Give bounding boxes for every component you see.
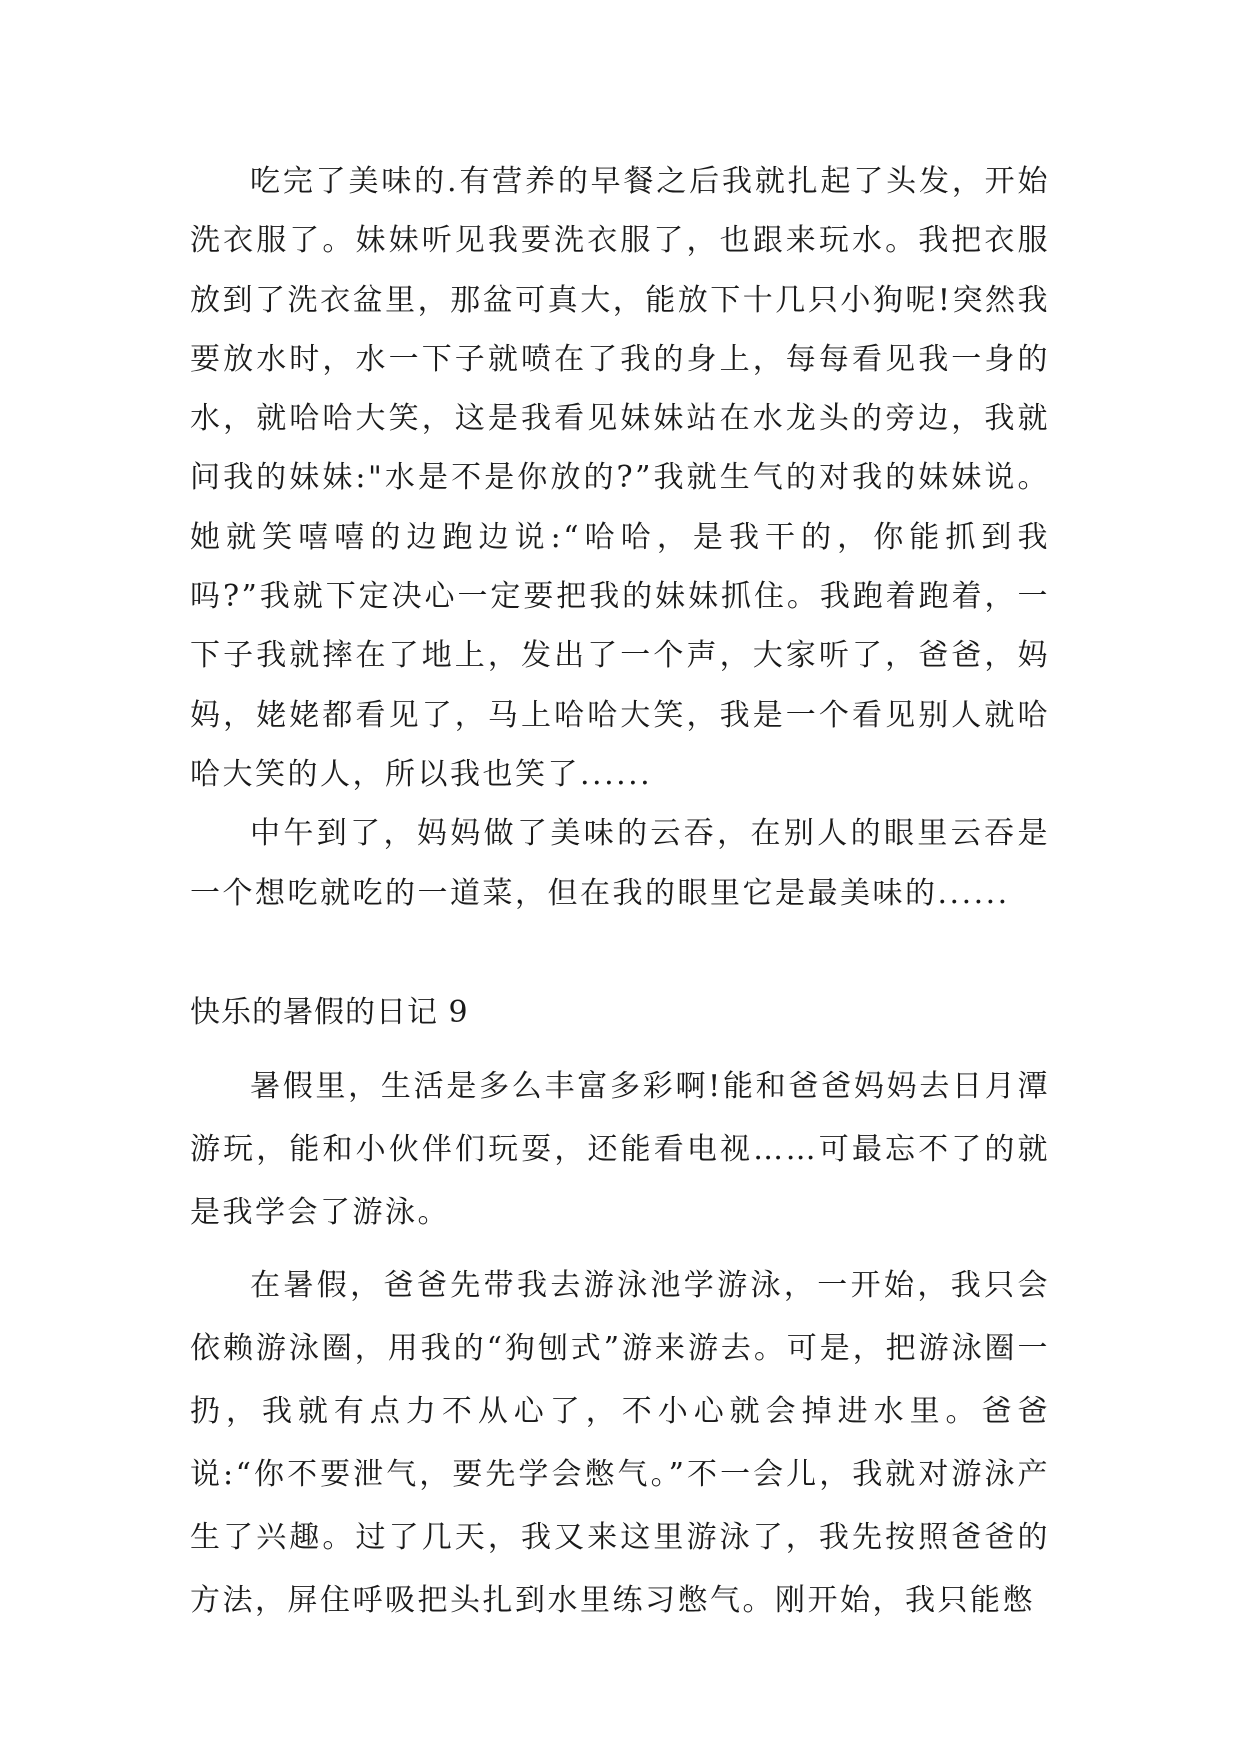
paragraph-swimming: 在暑假，爸爸先带我去游泳池学游泳，一开始，我只会依赖游泳圈，用我的“狗刨式”游来游去。可是，把游泳圈一扔，我就有点力不从心了，不小心就会掉进水里。爸爸说:“你不要泄气，要先学会憋气。”不一会儿，我就对游泳产生了兴趣。过了几天，我又来这里游泳了，我先按照爸爸的方法，屏住呼吸把头扎到水里练习憋气。刚开始，我只能憋 xyxy=(190,1267,1050,1618)
paragraph-summer-intro: 暑假里，生活是多么丰富多彩啊!能和爸爸妈妈去日月潭游玩，能和小伙伴们玩耍，还能看电视……可最忘不了的就是我学会了游泳。 xyxy=(190,1068,1050,1230)
paragraph-laundry: 吃完了美味的.有营养的早餐之后我就扎起了头发，开始洗衣服了。妹妹听见我要洗衣服了，也跟来玩水。我把衣服放到了洗衣盆里，那盆可真大，能放下十几只小狗呢!突然我要放水时，水一下子就喷在了我的身上，每每看见我一身的水，就哈哈大笑，这是我看见妹妹站在水龙头的旁边，我就问我的妹妹:"水是不是你放的?”我就生气的对我的妹妹说。她就笑嘻嘻的边跑边说:“哈哈，是我干的，你能抓到我吗?”我就下定决心一定要把我的妹妹抓住。我跑着跑着，一下子我就摔在了地上，发出了一个声，大家听了，爸爸，妈妈，姥姥都看见了，马上哈哈大笑，我是一个看见别人就哈哈大笑的人，所以我也笑了...... xyxy=(190,164,1050,792)
section-gap xyxy=(190,923,1050,985)
document-page xyxy=(190,152,1050,1632)
section-title: 快乐的暑假的日记 9 xyxy=(190,994,469,1030)
paragraph-lunch: 中午到了，妈妈做了美味的云吞，在别人的眼里云吞是一个想吃就吃的一道菜，但在我的眼里它是最美味的...... xyxy=(190,816,1050,911)
